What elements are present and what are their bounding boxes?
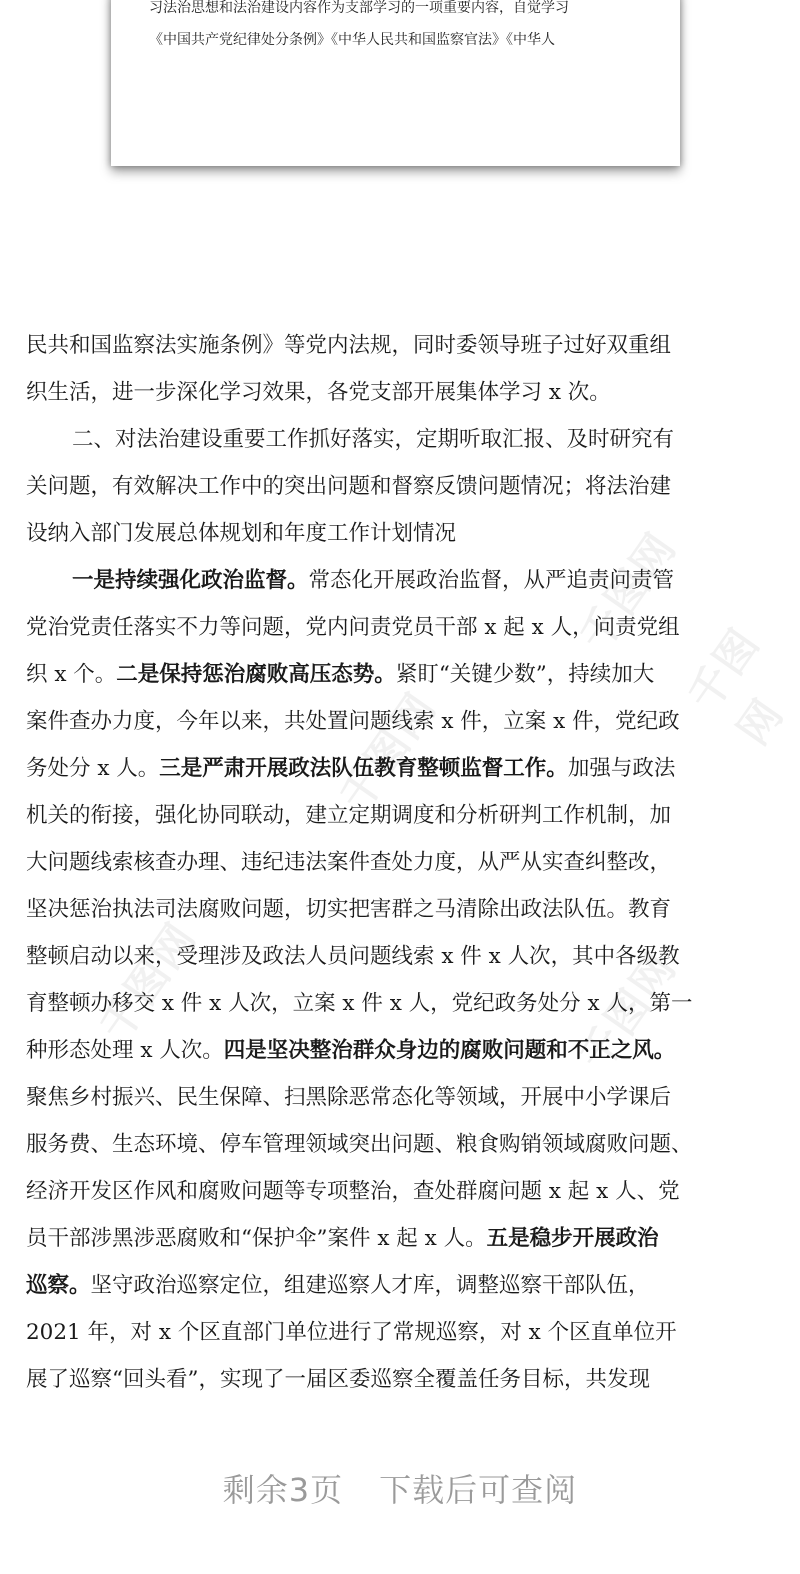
text-line [26,604,786,651]
text-segment: 坚守政治巡察定位，组建巡察人才库，调整巡察干部队伍， [90,1273,650,1298]
text-segment: 展了巡察“回头看”，实现了一届区委巡察全覆盖任务目标，共发现 [26,1367,650,1392]
text-line [26,1074,786,1121]
watermark: 千图网 [570,943,686,1080]
text-segment: 设纳入部门发展总体规划和年度工作计划情况 [26,521,457,546]
text-line [26,1262,786,1309]
text-segment: 关问题，有效解决工作中的突出问题和督察反馈问题情况；将法治建 [26,474,672,499]
download-to-read-more-button[interactable] [0,1465,800,1511]
document-body [26,322,786,1403]
text-segment: 织 x 个。 [26,662,117,687]
text-line [26,416,786,463]
text-segment: 二、对法治建设重要工作抓好落实，定期听取汇报、及时研究有 [72,427,675,452]
bold-heading: 四是坚决整治群众身边的腐败问题和不正之风。 [223,1038,676,1063]
text-segment: 经济开发区作风和腐败问题等专项整治，查处群腐问题 x 起 x 人、党 [26,1179,680,1204]
text-line [26,698,786,745]
text-segment: 机关的衔接，强化协同联动，建立定期调度和分析研判工作机制，加 [26,803,672,828]
text-line [26,980,786,1027]
remaining-pages-label: 剩余3页 [222,1471,344,1509]
text-line [26,322,786,369]
text-line [26,1309,786,1356]
text-segment: 紧盯“关键少数”，持续加大 [395,662,655,687]
watermark: 千图网 [570,523,686,660]
text-line [26,510,786,557]
text-line [26,369,786,416]
text-line [26,839,786,886]
text-line [26,557,786,604]
text-line [26,792,786,839]
preview-page-card [111,0,680,166]
bold-heading: 巡察。 [26,1273,91,1298]
text-segment: 案件查办力度，今年以来，共处置问题线索 x 件，立案 x 件，党纪政 [26,709,680,734]
text-segment: 种形态处理 x 人次。 [26,1038,224,1063]
text-segment: 大问题线索核查办理、违纪违法案件查处力度，从严从实查纠整改， [26,850,672,875]
text-segment: 育整顿办移交 x 件 x 人次，立案 x 件 x 人，党纪政务处分 x 人，第一 [26,991,693,1016]
bold-heading: 一是持续强化政治监督。 [72,568,309,593]
watermark: 千图网 [330,683,446,820]
download-hint-label: 下载后可查阅 [379,1471,578,1509]
card-text-line: 《中国共产党纪律处分条例》《中华人民共和国监察官法》《中华人 [149,32,555,48]
bold-heading: 五是稳步开展政治 [486,1226,659,1251]
card-text-line: 习法治思想和法治建设内容作为支部学习的一项重要内容，自觉学习 [149,0,569,16]
text-segment: 常态化开展政治监督，从严追责问责管 [308,568,675,593]
text-segment: 民共和国监察法实施条例》等党内法规，同时委领导班子过好双重组 [26,333,672,358]
text-segment: 加强与政法 [567,756,676,781]
text-segment: 服务费、生态环境、停车管理领域突出问题、粮食购销领域腐败问题、 [26,1132,693,1157]
watermark: 千图网 [678,619,794,754]
text-segment: 务处分 x 人。 [26,756,160,781]
text-segment: 员干部涉黑涉恶腐败和“保护伞”案件 x 起 x 人。 [26,1226,487,1251]
text-line [26,1121,786,1168]
text-segment: 坚决惩治执法司法腐败问题，切实把害群之马清除出政法队伍。教育 [26,897,672,922]
watermark: 千图网 [90,913,206,1050]
text-line [26,745,786,792]
text-line [26,1168,786,1215]
text-segment: 整顿启动以来，受理涉及政法人员问题线索 x 件 x 人次，其中各级教 [26,944,680,969]
text-line [26,886,786,933]
text-line [26,933,786,980]
text-segment: 聚焦乡村振兴、民生保障、扫黑除恶常态化等领域，开展中小学课后 [26,1085,672,1110]
text-segment: 2021 年，对 x 个区直部门单位进行了常规巡察，对 x 个区直单位开 [26,1320,677,1345]
bold-heading: 三是严肃开展政法队伍教育整顿监督工作。 [159,756,568,781]
text-line [26,1027,786,1074]
text-line [26,651,786,698]
text-line [26,1356,786,1403]
text-line [26,1215,786,1262]
text-line [26,463,786,510]
text-segment: 织生活，进一步深化学习效果，各党支部开展集体学习 x 次。 [26,380,611,405]
bold-heading: 二是保持惩治腐败高压态势。 [116,662,396,687]
text-segment: 党治党责任落实不力等问题，党内问责党员干部 x 起 x 人，问责党组 [26,615,680,640]
